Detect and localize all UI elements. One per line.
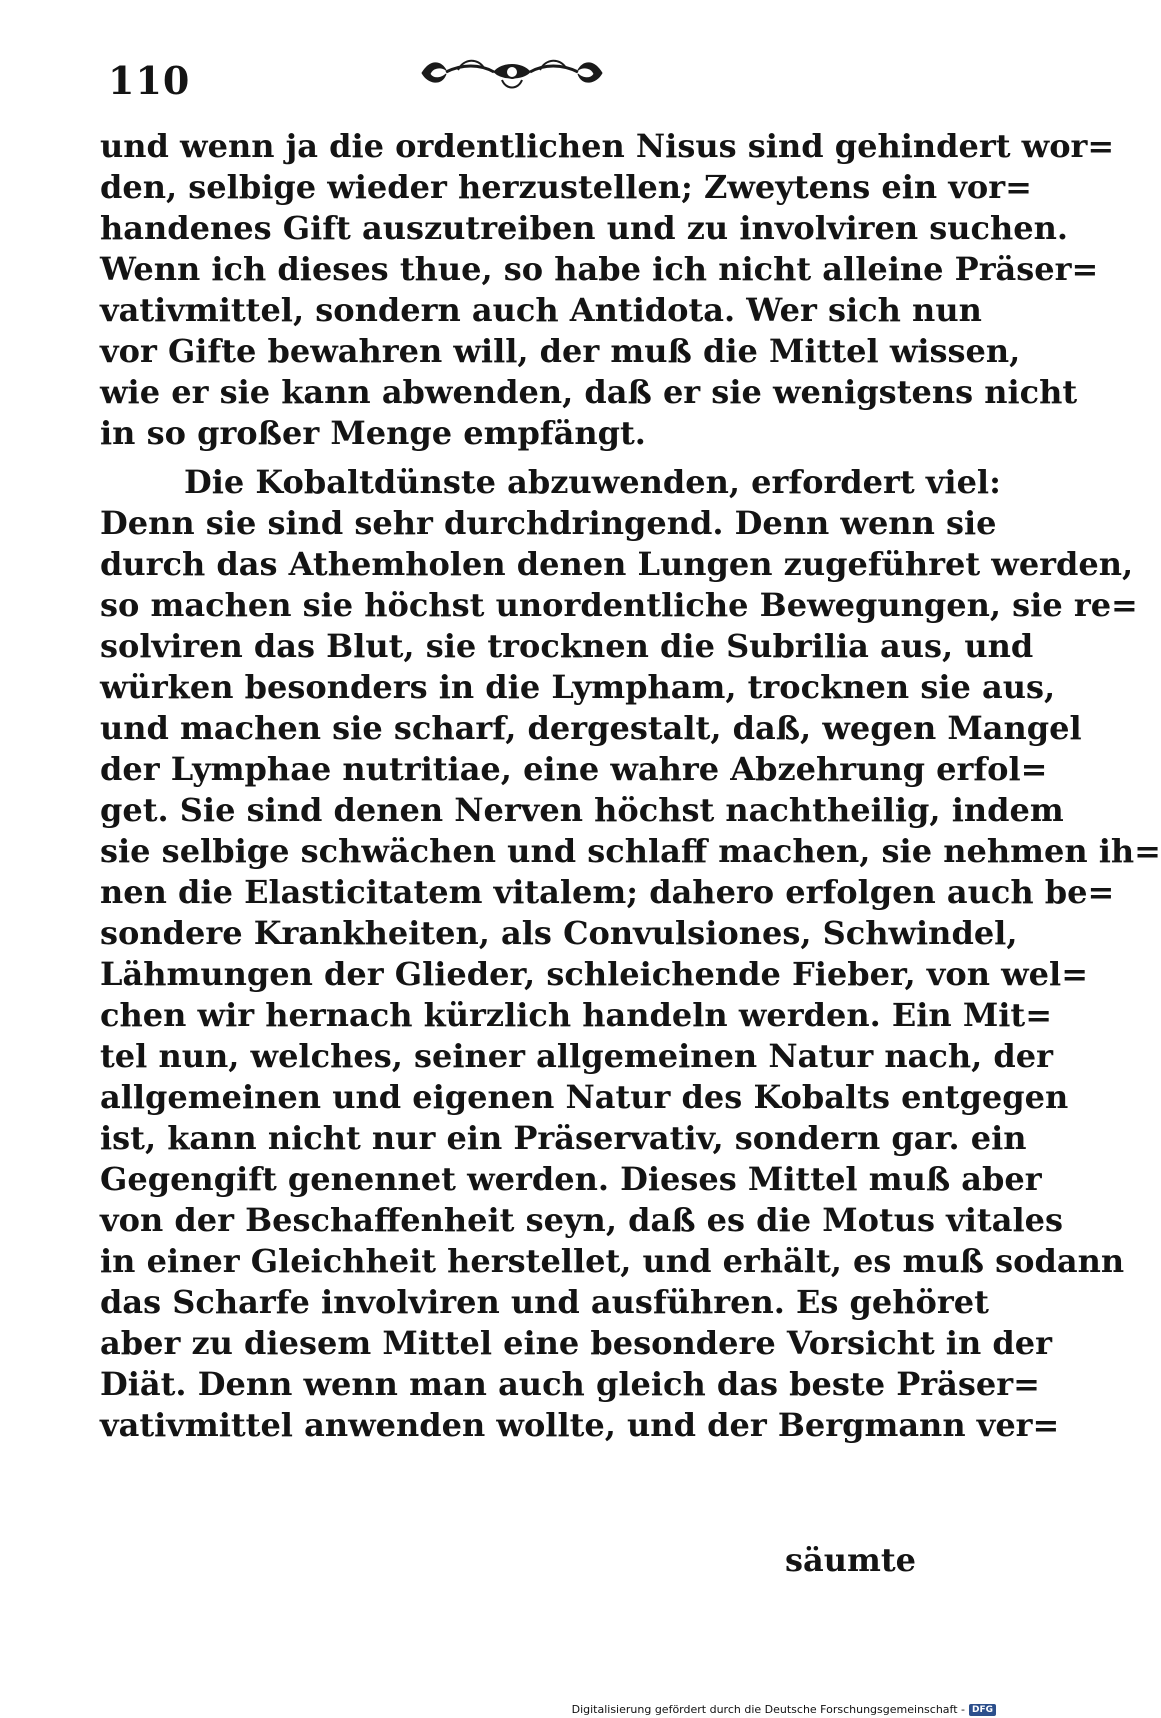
text-line: Denn sie sind sehr durchdringend. Denn wenn sie [100,504,997,542]
text-line: wie er sie kann abwenden, daß er sie wenigstens nicht [100,373,1078,411]
text-line: vativmittel, sondern auch Antidota. Wer sich nun [100,291,982,329]
text-line: vativmittel anwenden wollte, und der Bergmann ver= [100,1406,1060,1444]
text-line: solviren das Blut, sie trocknen die Subrilia aus, und [100,627,1034,665]
dfg-logo: DFG [969,1704,996,1716]
text-line: durch das Athemholen denen Lungen zugeführet werden, [100,545,1134,583]
text-line: so machen sie höchst unordentliche Bewegungen, sie re= [100,586,1138,624]
text-line: und wenn ja die ordentlichen Nisus sind gehindert wor= [100,127,1115,165]
text-line: das Scharfe involviren und ausführen. Es gehöret [100,1283,989,1321]
text-line: in so großer Menge empfängt. [100,414,646,452]
text-line: chen wir hernach kürzlich handeln werden. Ein Mit= [100,996,1052,1034]
text-line: Die Kobaltdünste abzuwenden, erfordert viel: [184,463,1001,501]
text-line: tel nun, welches, seiner allgemeinen Natur nach, der [100,1037,1053,1075]
text-line: Gegengift genennet werden. Dieses Mittel muß aber [100,1160,1042,1198]
text-line: von der Beschaffenheit seyn, daß es die Motus vitales [100,1201,1063,1239]
text-line: und machen sie scharf, dergestalt, daß, wegen Mangel [100,709,1082,747]
text-line: würken besonders in die Lympham, trocknen sie aus, [100,668,1056,706]
text-line: get. Sie sind denen Nerven höchst nachtheilig, indem [100,791,1064,829]
text-line: in einer Gleichheit herstellet, und erhält, es muß sodann [100,1242,1125,1280]
digitization-credit [572,1703,996,1716]
text-line: Lähmungen der Glieder, schleichende Fieber, von wel= [100,955,1088,993]
decorative-vignette-icon [418,50,606,96]
text-line: handenes Gift auszutreiben und zu involviren suchen. [100,209,1069,247]
paragraph-1 [100,126,1115,454]
text-line: den, selbige wieder herzustellen; Zweytens ein vor= [100,168,1032,206]
paragraph-2 [100,462,1161,1446]
catchword: säumte [784,1541,916,1579]
text-line: sie selbige schwächen und schlaff machen, sie nehmen ih= [100,832,1161,870]
text-line: allgemeinen und eigenen Natur des Kobalts entgegen [100,1078,1069,1116]
credit-text: Digitalisierung gefördert durch die Deutsche Forschungsgemeinschaft - [571,1703,965,1716]
text-line: ist, kann nicht nur ein Präservativ, sondern gar. ein [100,1119,1027,1157]
text-line: sondere Krankheiten, als Convulsiones, Schwindel, [100,914,1018,952]
text-line: der Lymphae nutritiae, eine wahre Abzehrung erfol= [100,750,1048,788]
text-line: aber zu diesem Mittel eine besondere Vorsicht in der [100,1324,1052,1362]
text-line: Wenn ich dieses thue, so habe ich nicht alleine Präser= [100,250,1099,288]
text-line: vor Gifte bewahren will, der muß die Mittel wissen, [100,332,1021,370]
page-number: 110 [108,58,191,103]
text-line: Diät. Denn wenn man auch gleich das beste Präser= [100,1365,1040,1403]
text-line: nen die Elasticitatem vitalem; dahero erfolgen auch be= [100,873,1115,911]
